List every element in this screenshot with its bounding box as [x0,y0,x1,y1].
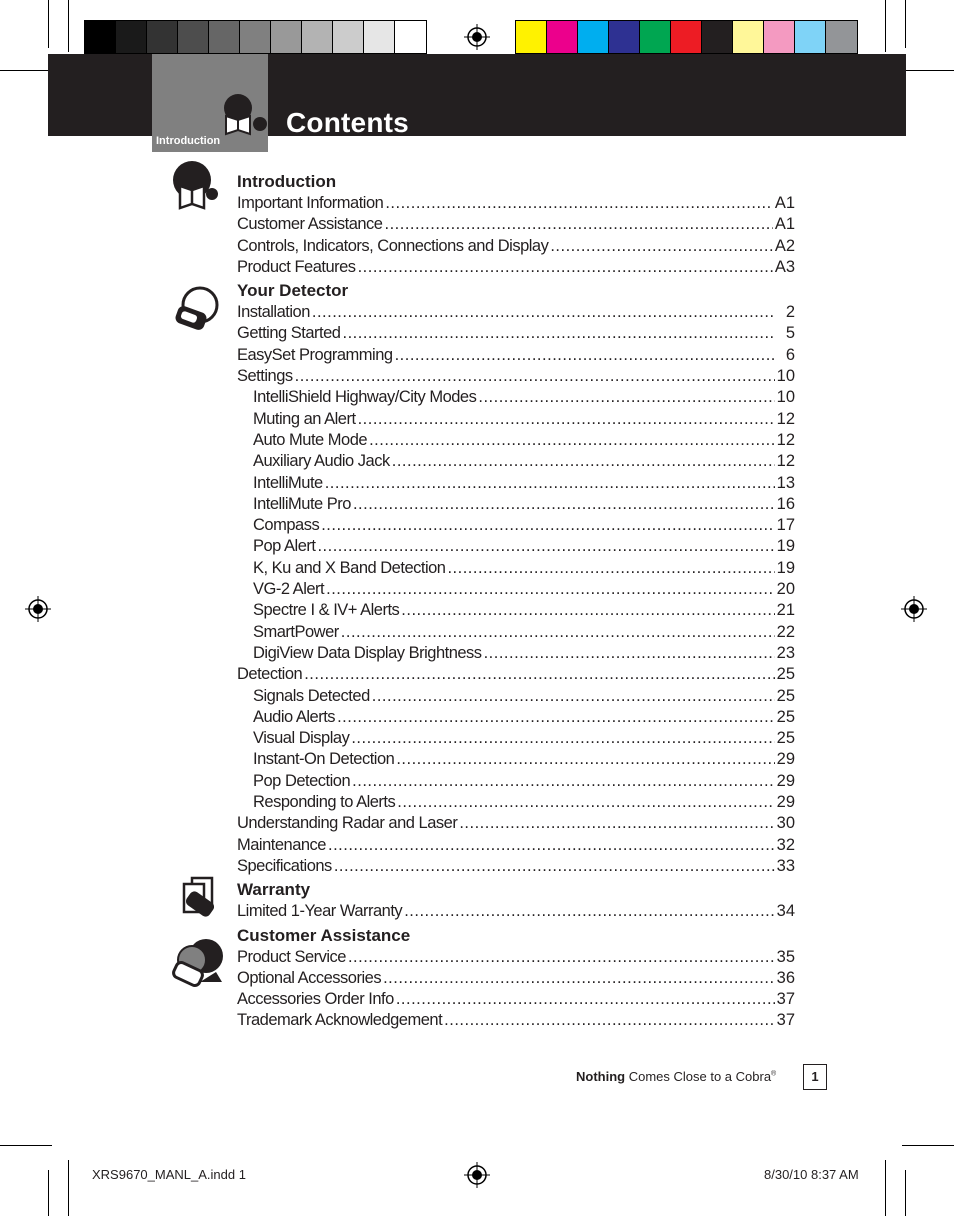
registered-mark: ® [771,1070,777,1078]
slug-file-name: XRS9670_MANL_A.indd 1 [92,1167,246,1182]
registration-mark-icon [464,1162,490,1188]
toc-entry-label: Optional Accessories [237,968,382,987]
toc-entry-label: Instant-On Detection [253,750,395,769]
dot-leader [444,1010,774,1031]
toc-entry-page: 36 [776,968,795,987]
toc-entry-page: 25 [776,729,795,748]
toc-entry-page: 2 [785,303,795,322]
crop-mark [68,1160,69,1216]
toc-entry-page: A2 [774,236,795,255]
crop-mark [48,1170,49,1216]
toc-entry-page: 29 [776,793,795,812]
crop-mark [48,0,49,48]
toc-entry[interactable] [237,622,795,643]
toc-entry-label: Specifications [237,856,332,875]
registration-mark-icon [464,24,490,50]
section-title: Warranty [237,880,311,900]
toc-entry-label: K, Ku and X Band Detection [253,558,446,577]
process-swatch [826,21,857,53]
toc-entry-page: 12 [776,452,795,471]
process-swatch [547,21,578,53]
toc-entry-label: IntelliMute Pro [253,494,351,513]
process-swatch [640,21,671,53]
toc-entry-label: Spectre I & IV+ Alerts [253,601,400,620]
toc-entry[interactable] [237,302,795,323]
crop-mark [885,1160,886,1216]
slug-date: 8/30/10 8:37 AM [764,1167,859,1182]
dot-leader [396,749,774,770]
gray-swatch [240,21,271,53]
toc-entry[interactable] [237,193,795,214]
toc-entry-label: Compass [253,516,320,535]
toc-entry-page: 10 [776,367,795,386]
book-reader-icon [170,160,220,210]
toc-entry-label: Controls, Indicators, Connections and Display [237,236,549,255]
dot-leader [341,622,775,643]
toc-entry-page: 10 [776,388,795,407]
dot-leader [459,813,774,834]
toc-entry[interactable] [237,1010,795,1031]
toc-entry-label: Customer Assistance [237,215,383,234]
process-swatch [516,21,547,53]
toc-entry-label: Accessories Order Info [237,990,394,1009]
table-of-contents [237,171,795,1032]
toc-entry[interactable] [237,451,795,472]
toc-entry-label: Important Information [237,194,384,212]
toc-entry-page: 12 [776,409,795,428]
dot-leader [484,643,775,664]
toc-entry[interactable] [237,947,795,968]
dot-leader [383,968,775,989]
toc-entry-page: 37 [776,990,795,1009]
toc-entry[interactable] [237,643,795,664]
toc-entry-label: EasySet Programming [237,345,393,364]
section-title: Customer Assistance [237,925,411,945]
toc-entry[interactable] [237,473,795,494]
toc-entry[interactable] [237,600,795,621]
toc-entry-label: Pop Alert [253,537,316,556]
dot-leader [352,771,774,792]
toc-entry[interactable] [237,536,795,557]
section-title: Introduction [237,172,337,191]
dot-leader [447,558,774,579]
toc-entry-page: 25 [776,665,795,684]
toc-entry[interactable] [237,749,795,770]
toc-entry[interactable] [237,558,795,579]
process-swatch [578,21,609,53]
toc-entry-label: SmartPower [253,622,339,641]
toc-entry[interactable] [237,323,795,344]
toc-entry-page: 19 [776,558,795,577]
toc-entry-label: IntelliShield Highway/City Modes [253,388,477,407]
dot-leader [348,947,775,968]
toc-entry-page: 29 [776,750,795,769]
dot-leader [385,193,772,214]
toc-entry-label: Settings [237,367,293,386]
toc-entry-page: 23 [776,643,795,662]
toc-entry[interactable] [237,257,795,278]
dot-leader [396,989,775,1010]
tagline-rest: Comes Close to a Cobra [625,1069,772,1084]
toc-entry[interactable] [237,214,795,235]
crop-mark [0,1145,52,1146]
dot-leader [342,323,775,344]
toc-entry-page: 22 [776,622,795,641]
toc-entry[interactable] [237,707,795,728]
toc-entry-label: Product Service [237,947,346,966]
toc-entry-page: 34 [776,902,795,921]
toc-entry-label: DigiView Data Display Brightness [253,643,482,662]
crop-mark [885,0,886,52]
toc-entry-page: 17 [776,516,795,535]
process-swatch [733,21,764,53]
customer-assistance-icon [170,936,224,990]
dot-leader [337,707,775,728]
toc-entry-label: Maintenance [237,835,326,854]
dot-leader [321,515,774,536]
toc-entry[interactable] [237,686,795,707]
toc-entry-label: Visual Display [253,729,350,748]
toc-entry-label: Auto Mute Mode [253,430,368,449]
dot-leader [358,409,775,430]
crop-mark [68,0,69,52]
warranty-document-icon [178,876,222,922]
dot-leader [326,579,775,600]
book-reader-logo-icon [220,92,268,136]
toc-entry[interactable] [237,579,795,600]
toc-entry-label: Audio Alerts [253,707,336,726]
toc-entry[interactable] [237,728,795,749]
dot-leader [395,345,775,366]
section-tab-label: Introduction [156,135,221,147]
dot-leader [478,387,774,408]
toc-entry[interactable] [237,968,795,989]
toc-entry[interactable] [237,835,795,856]
toc-entry-page: 5 [785,324,795,343]
toc-entry-page: A1 [774,215,795,234]
toc-entry-page: 19 [776,537,795,556]
dot-leader [372,686,775,707]
toc-entry-page: A3 [774,257,795,276]
dot-leader [404,901,774,922]
crop-mark [902,1145,954,1146]
toc-entry-page: 32 [776,835,795,854]
gray-swatch [395,21,426,53]
toc-entry[interactable] [237,856,795,877]
tagline [576,1069,776,1084]
toc-entry-page: A1 [774,194,795,212]
registration-mark-icon [901,596,927,622]
toc-entry-page: 30 [776,814,795,833]
toc-entry[interactable] [237,664,795,685]
gray-swatch [147,21,178,53]
toc-entry-label: Auxiliary Audio Jack [253,452,390,471]
toc-entry-page: 25 [776,707,795,726]
registration-mark-icon [25,596,51,622]
toc-entry-label: Muting an Alert [253,409,356,428]
toc-entry[interactable] [237,901,795,922]
gray-swatch [209,21,240,53]
gray-swatch [178,21,209,53]
toc-entry-page: 12 [776,430,795,449]
toc-entry[interactable] [237,345,795,366]
gray-swatch [271,21,302,53]
dot-leader [295,366,775,387]
toc-entry[interactable] [237,366,795,387]
toc-entry-page: 33 [776,856,795,875]
dot-leader [353,494,775,515]
dot-leader [334,856,775,877]
toc-entry-label: Signals Detected [253,686,370,705]
dot-leader [312,302,775,323]
toc-entry-page: 16 [776,494,795,513]
tagline-bold: Nothing [576,1069,626,1084]
toc-entry[interactable] [237,430,795,451]
toc-entry-page: 37 [776,1011,795,1030]
dot-leader [401,600,774,621]
process-swatch [671,21,702,53]
gray-swatch [116,21,147,53]
crop-mark [905,1170,906,1216]
toc-entry-label: Understanding Radar and Laser [237,814,458,833]
toc-entry-label: Limited 1-Year Warranty [237,902,403,921]
dot-leader [304,664,774,685]
toc-entry-label: VG-2 Alert [253,580,325,599]
toc-entry[interactable] [237,494,795,515]
toc-entry-label: Product Features [237,257,356,276]
gray-swatch [85,21,116,53]
dot-leader [369,430,775,451]
gray-swatch [302,21,333,53]
crop-mark [902,70,954,71]
process-swatch [795,21,826,53]
detector-radar-icon [170,285,220,335]
toc-entry[interactable] [237,771,795,792]
toc-entry-page: 20 [776,580,795,599]
toc-entry-page: 13 [776,473,795,492]
section-title: Your Detector [237,281,349,301]
toc-entry-page: 25 [776,686,795,705]
process-swatch [702,21,733,53]
gray-swatch [333,21,364,53]
grayscale-color-bar [84,20,427,54]
toc-entry-page: 29 [776,771,795,790]
toc-entry-label: IntelliMute [253,473,323,492]
page-number: 1 [803,1064,827,1090]
toc-entry-page: 35 [776,947,795,966]
toc-entry[interactable] [237,409,795,430]
page-title: Contents [286,107,409,138]
crop-mark [0,70,52,71]
toc-entry-label: Detection [237,665,303,684]
gray-swatch [364,21,395,53]
crop-mark [905,0,906,48]
toc-entry[interactable] [237,989,795,1010]
toc-entry-label: Trademark Acknowledgement [237,1011,443,1030]
toc-entry-label: Getting Started [237,324,341,343]
toc-entry-page: 21 [776,601,795,620]
toc-entry-label: Pop Detection [253,771,351,790]
toc-entry-label: Responding to Alerts [253,793,396,812]
toc-entry[interactable] [237,792,795,813]
dot-leader [358,257,773,278]
process-swatch [609,21,640,53]
process-swatch [764,21,795,53]
dot-leader [328,835,775,856]
toc-entry[interactable] [237,236,795,257]
toc-entry[interactable] [237,813,795,834]
dot-leader [397,792,774,813]
toc-entry-label: Installation [237,303,310,322]
dot-leader [325,473,775,494]
dot-leader [317,536,774,557]
dot-leader [351,728,774,749]
process-color-bar [515,20,858,54]
toc-entry-page: 6 [785,345,795,364]
toc-entry[interactable] [237,515,795,536]
dot-leader [392,451,775,472]
dot-leader [550,236,772,257]
dot-leader [384,214,772,235]
toc-entry[interactable] [237,387,795,408]
